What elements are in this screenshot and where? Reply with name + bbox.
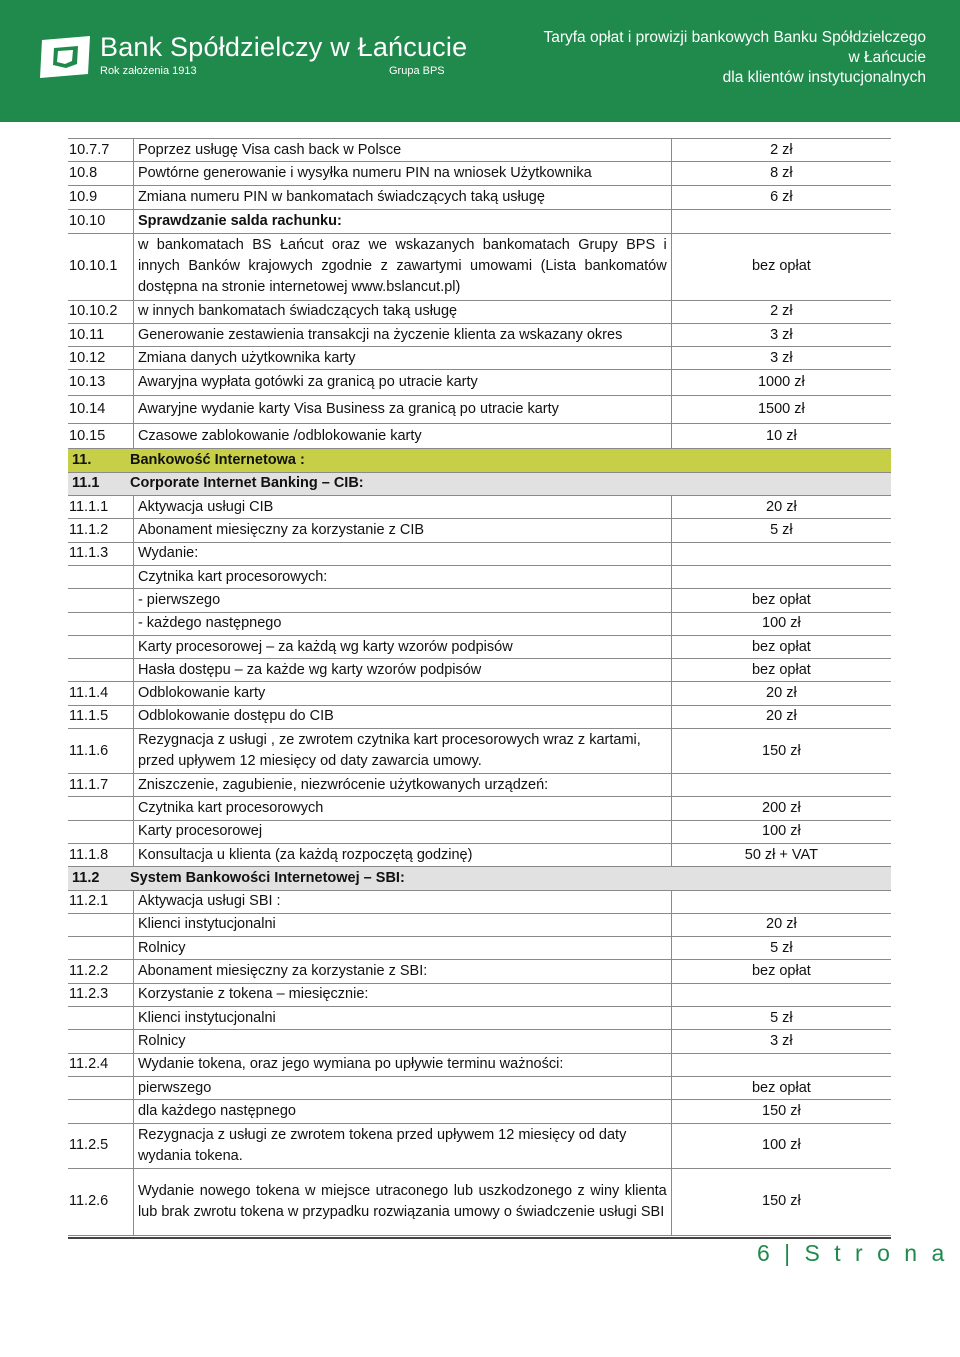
page-number: 6 | S t r o n a (757, 1240, 949, 1266)
item-fee: 5 zł (671, 1007, 891, 1030)
item-description: Konsultacja u klienta (za każdą rozpoczętą godzinę) (133, 843, 671, 866)
table-row (68, 1053, 891, 1076)
table-row (68, 542, 891, 565)
item-description: Odblokowanie karty (133, 682, 671, 705)
item-fee: 20 zł (671, 705, 891, 728)
item-fee: bez opłat (671, 1076, 891, 1099)
item-code: 10.11 (68, 323, 133, 346)
item-description: Czasowe zablokowanie /odblokowanie karty (133, 424, 671, 449)
table-row (68, 612, 891, 635)
subsection-header-row (68, 472, 891, 495)
table-row (68, 589, 891, 612)
item-description: Wydanie tokena, oraz jego wymiana po upływie terminu ważności: (133, 1053, 671, 1076)
item-code: 11.2.1 (68, 890, 133, 913)
item-fee (671, 542, 891, 565)
item-description: Sprawdzanie salda rachunku: (133, 209, 671, 233)
item-code (68, 612, 133, 635)
table-row (68, 1030, 891, 1053)
item-fee: 150 zł (671, 729, 891, 774)
table-row (68, 496, 891, 519)
item-description: Abonament miesięczny za korzystanie z SBI: (133, 960, 671, 983)
table-row (68, 913, 891, 936)
item-code: 11.2.2 (68, 960, 133, 983)
bank-group: Grupa BPS (389, 65, 445, 77)
subsection-title (68, 472, 891, 495)
section-title (68, 449, 891, 472)
item-fee: bez opłat (671, 233, 891, 300)
item-fee: 50 zł + VAT (671, 843, 891, 866)
item-description: Zmiana numeru PIN w bankomatach świadczących taką usługę (133, 185, 671, 209)
item-fee (671, 774, 891, 797)
item-description: Rezygnacja z usługi , ze zwrotem czytnika kart procesorowych wraz z kartami, przed upływem 12 miesięcy od daty zawarcia umowy. (133, 729, 671, 774)
item-fee: 200 zł (671, 797, 891, 820)
item-code: 10.10 (68, 209, 133, 233)
item-description: Rezygnacja z usługi ze zwrotem tokena przed upływem 12 miesięcy od daty wydania tokena. (133, 1123, 671, 1168)
item-code (68, 797, 133, 820)
item-code: 11.2.3 (68, 983, 133, 1006)
table-row (68, 705, 891, 728)
item-fee: 2 zł (671, 300, 891, 323)
table-row (68, 1100, 891, 1123)
document-title (543, 28, 926, 88)
table-row (68, 233, 891, 300)
item-code: 10.8 (68, 162, 133, 185)
item-fee: 150 zł (671, 1100, 891, 1123)
item-fee (671, 1053, 891, 1076)
item-description: Wydanie: (133, 542, 671, 565)
item-code: 11.1.1 (68, 496, 133, 519)
item-fee: 100 zł (671, 820, 891, 843)
table-row (68, 774, 891, 797)
item-fee: 5 zł (671, 937, 891, 960)
table-row (68, 682, 891, 705)
item-fee: 6 zł (671, 185, 891, 209)
item-code (68, 1007, 133, 1030)
item-code (68, 589, 133, 612)
item-code: 10.15 (68, 424, 133, 449)
item-fee: bez opłat (671, 635, 891, 658)
item-code: 10.10.2 (68, 300, 133, 323)
item-fee: 20 zł (671, 913, 891, 936)
item-code: 11.1.3 (68, 542, 133, 565)
table-row (68, 565, 891, 588)
subsection-header-row (68, 867, 891, 890)
document-title-line: Taryfa opłat i prowizji bankowych Banku Spółdzielczego (543, 29, 926, 46)
table-row (68, 300, 891, 323)
section-label: Bankowość Internetowa : (130, 452, 305, 469)
item-description: Abonament miesięczny za korzystanie z CIB (133, 519, 671, 542)
bank-logo-icon (38, 34, 94, 80)
item-code: 11.1.8 (68, 843, 133, 866)
table-row (68, 960, 891, 983)
item-code: 11.1.6 (68, 729, 133, 774)
item-description: Hasła dostępu – za każde wg karty wzorów podpisów (133, 659, 671, 682)
item-description: dla każdego następnego (133, 1100, 671, 1123)
item-code (68, 659, 133, 682)
item-code: 10.7.7 (68, 139, 133, 162)
item-code (68, 1030, 133, 1053)
item-code (68, 635, 133, 658)
item-fee: 3 zł (671, 347, 891, 370)
item-code: 11.2.6 (68, 1168, 133, 1235)
item-fee: 1500 zł (671, 396, 891, 424)
item-code: 11.1.7 (68, 774, 133, 797)
item-fee: 150 zł (671, 1168, 891, 1235)
table-row (68, 424, 891, 449)
table-row (68, 1168, 891, 1235)
header-banner (0, 0, 960, 118)
item-description: Rolnicy (133, 937, 671, 960)
item-code (68, 1100, 133, 1123)
item-description: Awaryjne wydanie karty Visa Business za granicą po utracie karty (133, 396, 671, 424)
table-row (68, 659, 891, 682)
item-code (68, 1076, 133, 1099)
item-description: Aktywacja usługi CIB (133, 496, 671, 519)
item-fee: 3 zł (671, 1030, 891, 1053)
table-row (68, 370, 891, 396)
item-description: Czytnika kart procesorowych: (133, 565, 671, 588)
subsection-code: 11.1 (72, 475, 100, 492)
item-code (68, 937, 133, 960)
item-description: Awaryjna wypłata gotówki za granicą po utracie karty (133, 370, 671, 396)
table-row (68, 396, 891, 424)
table-row (68, 843, 891, 866)
item-fee: 2 zł (671, 139, 891, 162)
subsection-label: Corporate Internet Banking – CIB: (130, 475, 364, 492)
item-fee (671, 565, 891, 588)
table-row (68, 1076, 891, 1099)
item-fee (671, 209, 891, 233)
table-row (68, 937, 891, 960)
item-code (68, 565, 133, 588)
item-code: 10.14 (68, 396, 133, 424)
item-fee: 5 zł (671, 519, 891, 542)
item-fee: 20 zł (671, 682, 891, 705)
item-fee: 8 zł (671, 162, 891, 185)
header-divider (0, 118, 960, 122)
item-code (68, 820, 133, 843)
table-row (68, 209, 891, 233)
item-fee: 10 zł (671, 424, 891, 449)
bank-name: Bank Spółdzielczy w Łańcucie (100, 32, 468, 62)
item-description: Klienci instytucjonalni (133, 913, 671, 936)
item-fee: bez opłat (671, 659, 891, 682)
item-description: Generowanie zestawienia transakcji na życzenie klienta za wskazany okres (133, 323, 671, 346)
table-row (68, 635, 891, 658)
item-fee: bez opłat (671, 960, 891, 983)
item-description: w innych bankomatach świadczących taką usługę (133, 300, 671, 323)
item-code: 11.1.5 (68, 705, 133, 728)
item-code: 11.2.5 (68, 1123, 133, 1168)
item-description: Aktywacja usługi SBI : (133, 890, 671, 913)
table-row (68, 1123, 891, 1168)
bank-founded: Rok założenia 1913 (100, 65, 197, 77)
table-row (68, 162, 891, 185)
item-description: Korzystanie z tokena – miesięcznie: (133, 983, 671, 1006)
item-description: Zmiana danych użytkownika karty (133, 347, 671, 370)
item-code: 11.2.4 (68, 1053, 133, 1076)
subsection-title (68, 867, 891, 890)
section-header-row (68, 449, 891, 472)
item-fee: bez opłat (671, 589, 891, 612)
item-code (68, 913, 133, 936)
item-code: 10.9 (68, 185, 133, 209)
tariff-table (68, 138, 891, 1236)
item-description: Zniszczenie, zagubienie, niezwrócenie użytkowanych urządzeń: (133, 774, 671, 797)
document-title-line: dla klientów instytucjonalnych (722, 69, 926, 86)
item-description: Karty procesorowej – za każdą wg karty wzorów podpisów (133, 635, 671, 658)
item-fee: 20 zł (671, 496, 891, 519)
item-code: 10.10.1 (68, 233, 133, 300)
item-code: 10.13 (68, 370, 133, 396)
item-description: w bankomatach BS Łańcut oraz we wskazanych bankomatach Grupy BPS i innych Banków krajowych zgodnie z zawartymi umowami (Lista bankomatów dostępna na stronie internetowej www.bslancut.pl) (133, 233, 671, 300)
table-row (68, 797, 891, 820)
item-fee: 100 zł (671, 1123, 891, 1168)
item-description: Poprzez usługę Visa cash back w Polsce (133, 139, 671, 162)
table-row (68, 890, 891, 913)
item-fee: 1000 zł (671, 370, 891, 396)
item-description: Czytnika kart procesorowych (133, 797, 671, 820)
item-description: Rolnicy (133, 1030, 671, 1053)
table-row (68, 185, 891, 209)
footer-divider (68, 1237, 891, 1239)
table-row (68, 729, 891, 774)
item-description: Powtórne generowanie i wysyłka numeru PIN na wniosek Użytkownika (133, 162, 671, 185)
subsection-label: System Bankowości Internetowej – SBI: (130, 869, 405, 886)
table-row (68, 1007, 891, 1030)
item-fee (671, 983, 891, 1006)
item-description: Klienci instytucjonalni (133, 1007, 671, 1030)
table-row (68, 820, 891, 843)
document-title-line: w Łańcucie (848, 49, 926, 66)
item-code: 11.1.4 (68, 682, 133, 705)
item-fee: 3 zł (671, 323, 891, 346)
item-code: 11.1.2 (68, 519, 133, 542)
section-code: 11. (72, 452, 92, 469)
item-fee (671, 890, 891, 913)
table-row (68, 347, 891, 370)
item-description: Karty procesorowej (133, 820, 671, 843)
item-fee: 100 zł (671, 612, 891, 635)
table-row (68, 139, 891, 162)
item-description: - każdego następnego (133, 612, 671, 635)
item-description: Wydanie nowego tokena w miejsce utraconego lub uszkodzonego z winy klienta lub brak zwrotu tokena w przypadku rozwiązania umowy o świadczenie usługi SBI (133, 1168, 671, 1235)
table-row (68, 519, 891, 542)
table-row (68, 983, 891, 1006)
subsection-code: 11.2 (72, 869, 100, 886)
item-description: pierwszego (133, 1076, 671, 1099)
item-description: - pierwszego (133, 589, 671, 612)
item-code: 10.12 (68, 347, 133, 370)
table-row (68, 323, 891, 346)
item-description: Odblokowanie dostępu do CIB (133, 705, 671, 728)
